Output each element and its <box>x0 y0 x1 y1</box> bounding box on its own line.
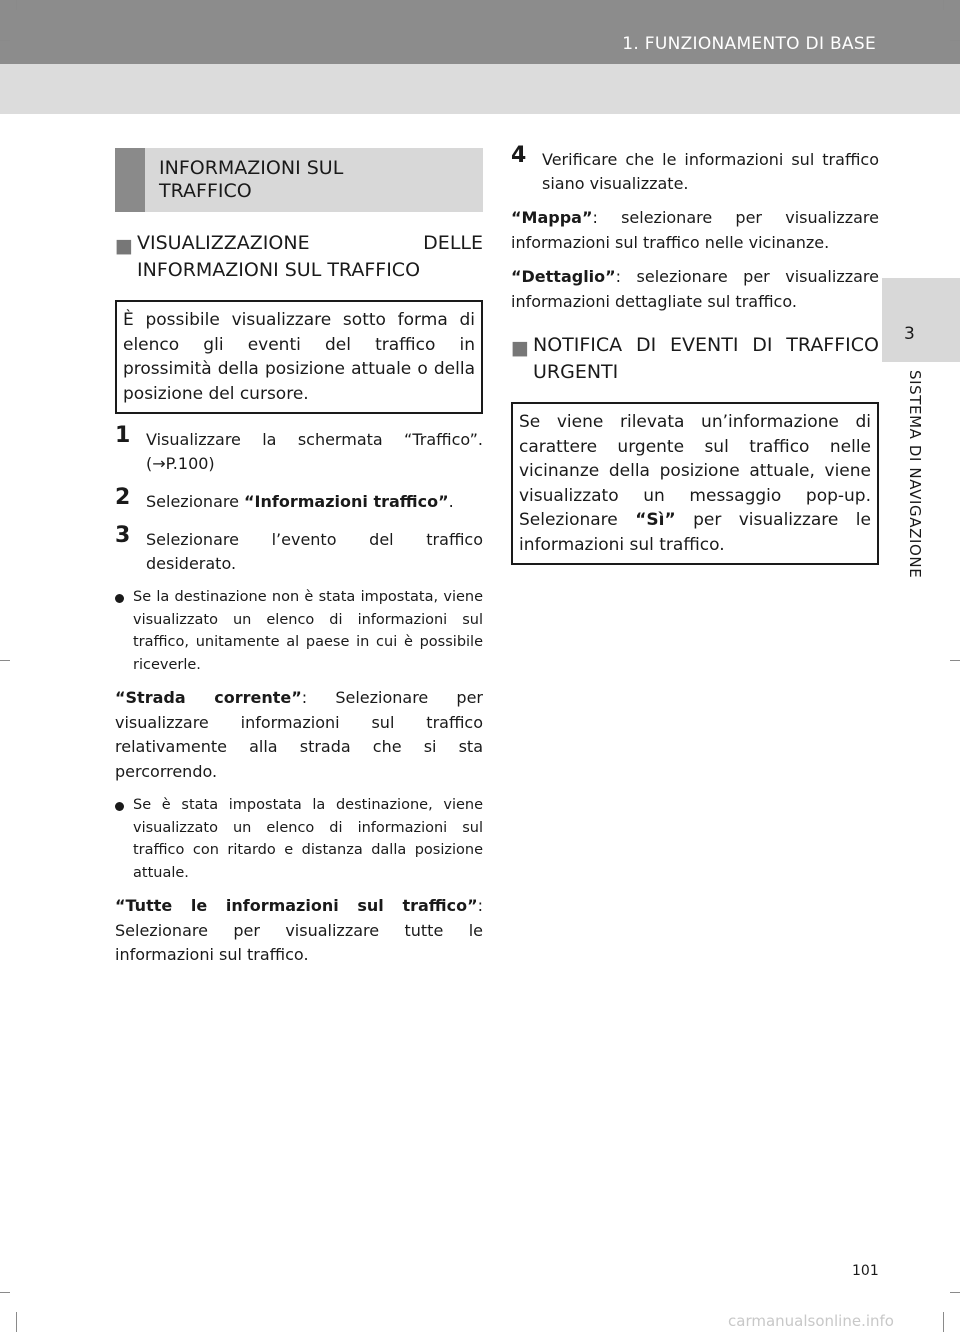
option-description: “Mappa”: selezionare per visualizzare informazioni sul traffico nelle vicinanze. <box>511 208 879 252</box>
step-number: 1 <box>115 423 131 448</box>
crop-mark <box>16 0 17 10</box>
chapter-side-label: SISTEMA DI NAVIGAZIONE <box>906 370 924 579</box>
option-description: “Tutte le informazioni sul traffico”: Selezionare per visualizzare tutte le informazioni sul traffico. <box>115 896 483 964</box>
watermark: carmanualsonline.info <box>728 1312 894 1330</box>
section-title: INFORMAZIONI SUL TRAFFICO <box>159 157 344 202</box>
subheading: ■ NOTIFICA DI EVENTI DI TRAFFICO URGENTI <box>511 334 879 383</box>
crop-mark <box>950 40 960 41</box>
crop-mark <box>943 1312 944 1332</box>
crop-mark <box>0 40 10 41</box>
crop-mark <box>16 1312 17 1332</box>
chapter-title: 1. FUNZIONAMENTO DI BASE <box>622 34 876 54</box>
step-4: 4 Verificare che le informazioni sul traffico siano visualizzate. <box>511 143 879 193</box>
note-bullet: Se è stata impostata la destinazione, viene visualizzato un elenco di informazioni sul traffico con ritardo e distanza dalla posizione attuale. <box>115 794 483 884</box>
section-marker <box>115 148 145 212</box>
right-column <box>511 143 879 565</box>
step-number: 3 <box>115 523 131 548</box>
section-header <box>115 148 483 212</box>
chapter-tab <box>882 278 960 362</box>
crop-mark <box>0 1292 10 1293</box>
square-bullet-icon: ■ <box>511 337 529 359</box>
bullet-dot-icon <box>115 802 124 811</box>
option-description: “Dettaglio”: selezionare per visualizzare informazioni dettagliate sul traffico. <box>511 267 879 311</box>
chapter-number: 3 <box>904 324 915 344</box>
step-1: 1 Visualizzare la schermata “Traffico”. (→P.100) <box>115 423 483 473</box>
step-number: 2 <box>115 485 131 510</box>
info-box: Se viene rilevata un’informazione di carattere urgente sul traffico nelle vicinanze della posizione attuale, viene visualizzato un messaggio pop-up. Selezionare “Sì” per visualizzare le informazioni sul traffico. <box>511 402 879 565</box>
step-number: 4 <box>511 143 527 168</box>
option-description: “Strada corrente”: Selezionare per visualizzare informazioni sul traffico relativamente alla strada che si sta percorrendo. <box>115 688 483 781</box>
crop-mark <box>943 0 944 10</box>
header-band <box>0 64 960 114</box>
step-3: 3 Selezionare l’evento del traffico desiderato. <box>115 523 483 573</box>
step-2: 2 Selezionare “Informazioni traffico”. <box>115 485 454 511</box>
bullet-dot-icon <box>115 594 124 603</box>
crop-mark <box>0 660 10 661</box>
crop-mark <box>950 1292 960 1293</box>
info-box: È possibile visualizzare sotto forma di elenco gli eventi del traffico in prossimità della posizione attuale o della posizione del cursore. <box>115 300 483 414</box>
square-bullet-icon: ■ <box>115 235 133 257</box>
subheading: ■ VISUALIZZAZIONE DELLE INFORMAZIONI SUL TRAFFICO <box>115 232 483 281</box>
left-column <box>115 148 483 968</box>
crop-mark <box>950 660 960 661</box>
note-bullet: Se la destinazione non è stata impostata, viene visualizzato un elenco di informazioni sul traffico, unitamente al paese in cui è possibile riceverle. <box>115 586 483 676</box>
page-number: 101 <box>852 1263 879 1279</box>
header-bar <box>0 0 960 64</box>
